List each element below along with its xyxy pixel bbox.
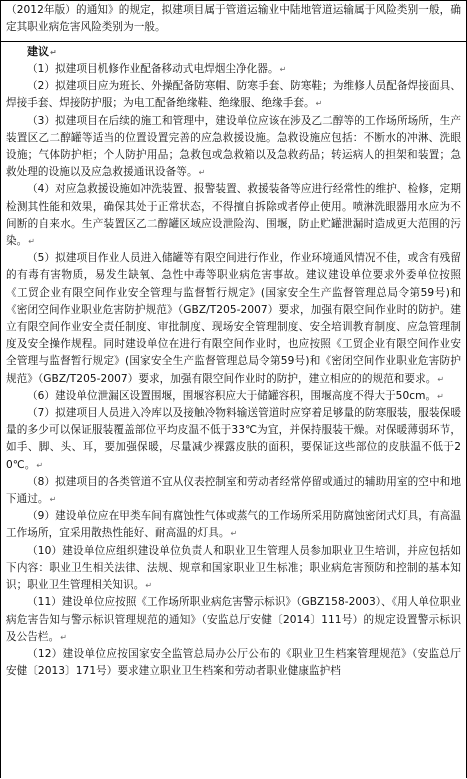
intro-paragraph: （2012年版）的通知》的规定，拟建项目属于管道运输业中陆地管道运输属于风险类别一般，确定其职业病危害风险类别为一般。 — [6, 4, 461, 34]
suggestion-item-10: （10）建设单位应组织建设单位负责人和职业卫生管理人员参加职业卫生培训，并应包括如下内容：职业卫生相关法律、法规、规章和国家职业卫生标准；职业病危害预防和控制的基本知识；职业卫生管理相关知识。↵ — [6, 544, 461, 592]
suggestion-item-11: （11）建设单位应按照《工作场所职业病危害警示标识》（GBZ158-2003）、《用人单位职业病危害告知与警示标识管理规范的通知》（安监总厅安健〔2014〕111号）的规定设置警示标识及公告栏。↵ — [6, 596, 461, 643]
intro-row — [1, 1, 466, 42]
suggestion-item-3: （3）拟建项目在后续的施工和管理中，建设单位应该在涉及乙二醇等的工作场所场所，生产装置区乙二醇罐等适当的位置设置完善的应急救援设施。急救设施应包括：不断水的冲淋、洗眼设施；气体防护柜；个人防护用品；急救包或急救箱以及急救药品；转运病人的担架和装置；急救处理的设施以及应急救援通讯设备等。↵ — [6, 114, 461, 179]
suggestion-item-5: （5）拟建项目作业人员进入储罐等有限空间进行作业，作业环境通风情况不佳，或含有残留的有毒有害物质，易发生缺氧、急性中毒等职业病危害事故。建议建设单位要求外委单位按照《工贸企业有限空间作业安全管理与监督暂行规定》(国家安全生产监督管理总局令第59号)和《密闭空间作业职业危害防护规范》（GBZ/T205-2007）要求，加强有限空间作业时的防护。建立有限空间作业安全责任制度、审批制度、现场安全管理制度、安全培训教育制度、应急管理制度及安全操作规程。同时建设单位在进行有限空间作业时，也应按照《工贸企业有限空间作业安全管理与监督暂行规定》(国家安全生产监督管理总局令第59号)和《密闭空间作业职业危害防护规范》（GBZ/T205-2007）要求，加强有限空间作业时的防护，建立相应的的规范和要求。↵ — [6, 252, 461, 385]
suggestion-item-7: （7）拟建项目人员进入冷库以及接触冷物料输送管道时应穿着足够量的防寒服装，服装保暖量的多少可以保证服装覆盖部位平均皮温不低于33℃为宜，并保持服装干燥。对保暖薄弱环节，如手、脚、头、耳，要加强保暖，尽量减少裸露皮肤的面积，要保证这些部位的皮肤温不低于20℃。↵ — [6, 407, 461, 471]
suggestion-item-12: （12）建设单位应按国家安全监管总局办公厅公布的《职业卫生档案管理规范》（安监总厅安健〔2013〕171号）要求建立职业卫生档案和劳动者职业健康监护档 — [6, 647, 461, 678]
suggestion-item-1: （1）拟建项目机修作业配备移动式电焊烟尘净化器。↵ — [27, 63, 287, 75]
section-heading: 建议↵ — [27, 45, 57, 58]
suggestion-item-4: （4）对应急救援设施如冲洗装置、报警装置、救援装备等应进行经常性的维护、检修，定期检测其性能和效果，确保其处于正常状态，不得擅自拆除或者停止使用。喷淋洗眼器用水应为不间断的自来水。生产装置区乙二醇罐区域应设泄险沟、围堰，防止贮罐泄漏时造成更大范围的污染。↵ — [6, 183, 461, 248]
suggestion-item-2: （2）拟建项目应为班长、外操配备防寒帽、防寒手套、防寒鞋；为维修人员配备焊接面具、焊接手套、焊接防护服；为电工配备绝缘鞋、绝缘服、绝缘手套。↵ — [6, 80, 461, 110]
suggestion-item-8: （8）拟建项目的各类管道不宜从仪表控制室和劳动者经常停留或通过的辅助用室的空中和地下通过。↵ — [6, 475, 461, 506]
suggestions-row — [1, 42, 466, 778]
suggestion-item-9: （9）建设单位应在甲类车间有腐蚀性气体或蒸气的工作场所采用防腐蚀密闭式灯具，有高温工作场所，宜采用散热性能好、耐高温的灯具。↵ — [6, 510, 461, 540]
suggestion-item-6: （6）建设单位泄漏区设置围堰，围堰容积应大于储罐容积，围堰高度不得大于50cm。↵ — [27, 389, 444, 402]
